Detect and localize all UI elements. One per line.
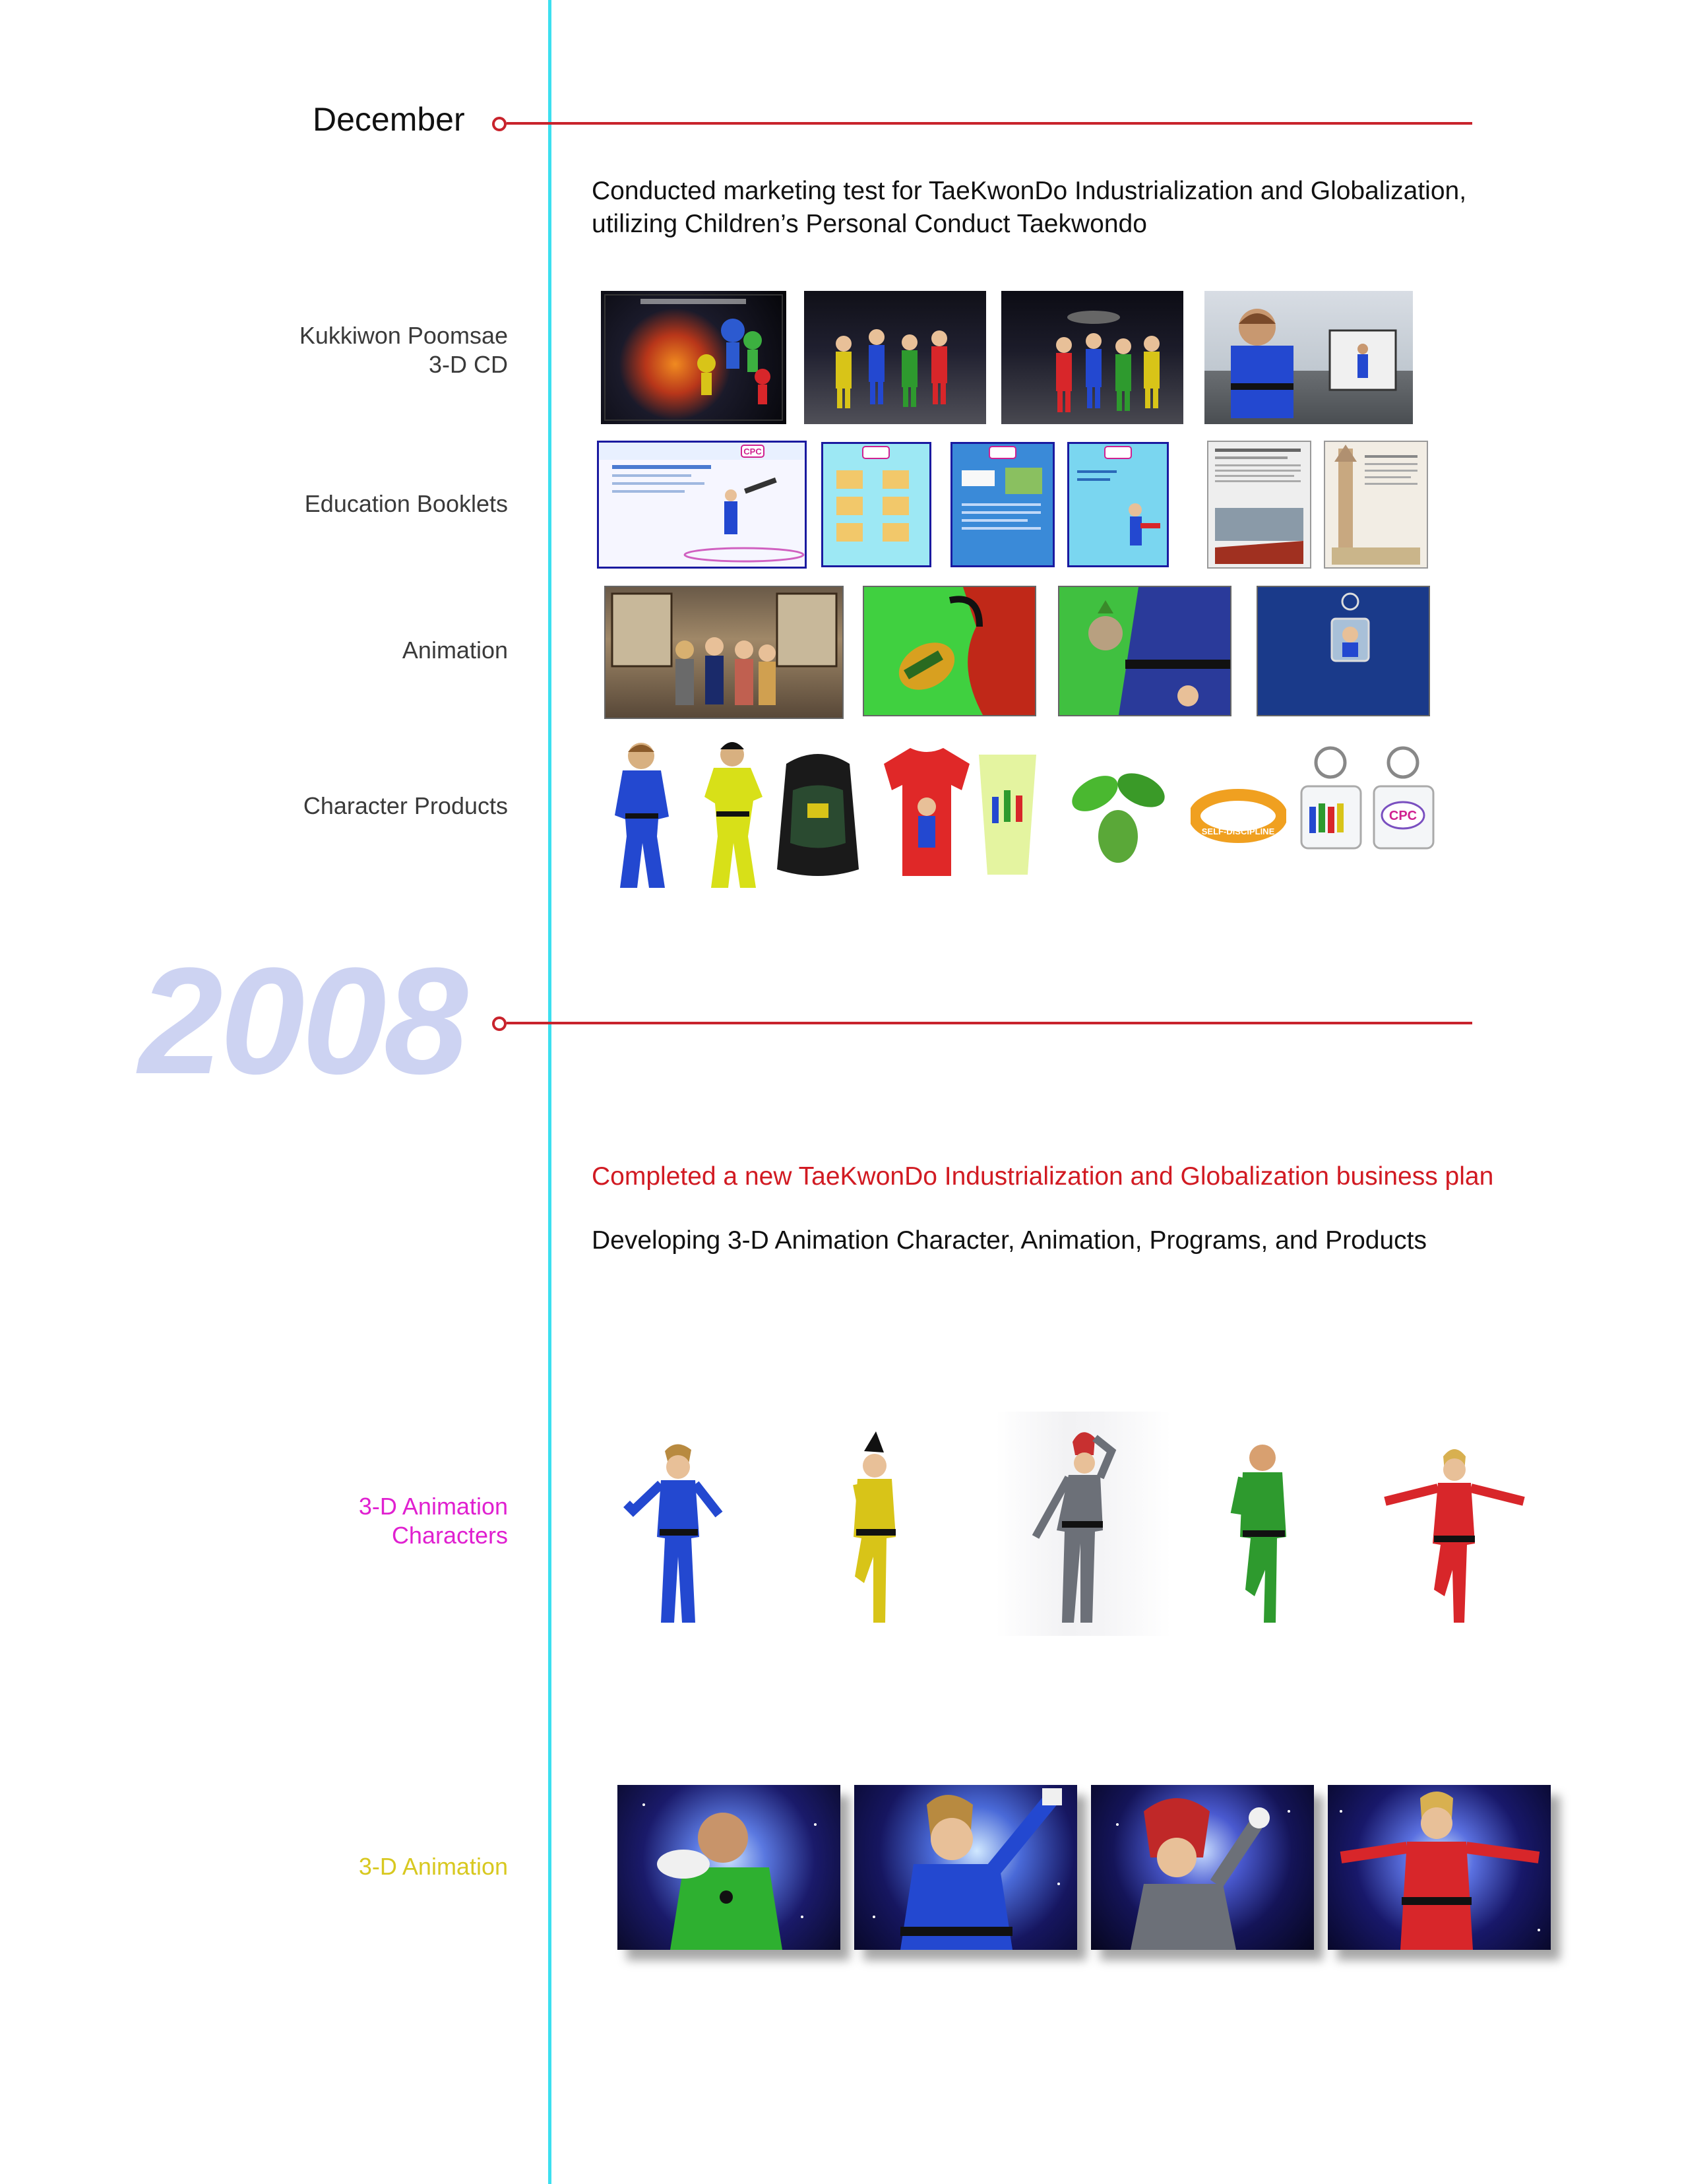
character-green — [1214, 1431, 1306, 1636]
label-3d-characters-line1: 3-D Animation — [358, 1493, 508, 1520]
animation-still-2 — [863, 586, 1036, 716]
plant-toy-icon — [1069, 757, 1168, 879]
uniform-icon — [608, 737, 675, 896]
keychain-cpc — [1369, 744, 1438, 853]
booklet-article-1 — [1207, 441, 1311, 569]
keychain-cpc-badge: CPC — [1388, 809, 1417, 823]
label-3d-characters — [139, 1492, 508, 1550]
month-heading: December — [313, 101, 465, 138]
animation-still-icon — [604, 586, 844, 719]
character-figure-icon — [613, 1438, 739, 1636]
label-character-products: Character Products — [303, 792, 508, 819]
space-scene-blue — [854, 1785, 1077, 1950]
booklet-page-3 — [1067, 442, 1169, 567]
development-description: Developing 3-D Animation Character, Animation, Programs, and Products — [592, 1226, 1427, 1255]
business-plan-highlight: Completed a new TaeKwonDo Industrialization and Globalization business plan — [592, 1162, 1494, 1191]
december-description-line1: Conducted marketing test for TaeKwonDo Industrialization and Globalization, — [592, 177, 1467, 205]
label-3d-characters-line2: Characters — [391, 1522, 508, 1549]
label-kukkiwon-line2: 3-D CD — [428, 351, 508, 378]
character-gray — [996, 1412, 1171, 1636]
cd-instructor-scene — [1204, 291, 1413, 424]
space-scene-red — [1328, 1785, 1551, 1950]
december-description — [592, 175, 1621, 241]
space-scene-gray — [1091, 1785, 1314, 1950]
animation-still-3 — [1058, 586, 1231, 716]
timeline-dot-december — [492, 117, 507, 131]
animation-still-keychain — [1257, 586, 1430, 716]
booklet-page-2 — [950, 442, 1055, 567]
keychain-icon — [1296, 744, 1365, 853]
label-kukkiwon-line1: Kukkiwon Poomsae — [299, 322, 508, 349]
timeline-vertical-line — [548, 0, 551, 2184]
cd-poomsae-scene-2 — [1001, 291, 1183, 424]
label-education-booklets: Education Booklets — [304, 490, 508, 517]
timeline-rule-2008 — [507, 1022, 1472, 1024]
tshirt-icon — [877, 744, 976, 883]
cup-icon — [976, 751, 1039, 879]
timeline-rule-december — [507, 122, 1472, 125]
label-3d-animation: 3-D Animation — [358, 1853, 508, 1880]
backpack-icon — [766, 744, 869, 883]
character-yellow — [818, 1431, 930, 1636]
uniform-yellow-figure — [699, 737, 766, 896]
december-description-line2: utilizing Children’s Personal Conduct Taekwondo — [592, 210, 1147, 238]
year-heading: 2008 — [139, 936, 466, 1106]
timeline-dot-2008 — [492, 1016, 507, 1031]
label-animation: Animation — [402, 637, 508, 664]
booklet-cpc-badge: CPC — [743, 447, 762, 456]
wristband-icon — [1191, 788, 1286, 844]
cd-poomsae-scene-1 — [804, 291, 986, 424]
character-red — [1372, 1438, 1537, 1636]
space-scene-icon — [617, 1785, 840, 1950]
label-kukkiwon-cd — [139, 321, 508, 379]
wristband-text: SELF-DISCIPLINE — [1201, 827, 1275, 836]
cd-cover-icon — [601, 291, 786, 424]
booklet-page-1 — [821, 442, 931, 567]
booklet-article-2 — [1324, 441, 1428, 569]
booklet-icon — [597, 441, 807, 569]
